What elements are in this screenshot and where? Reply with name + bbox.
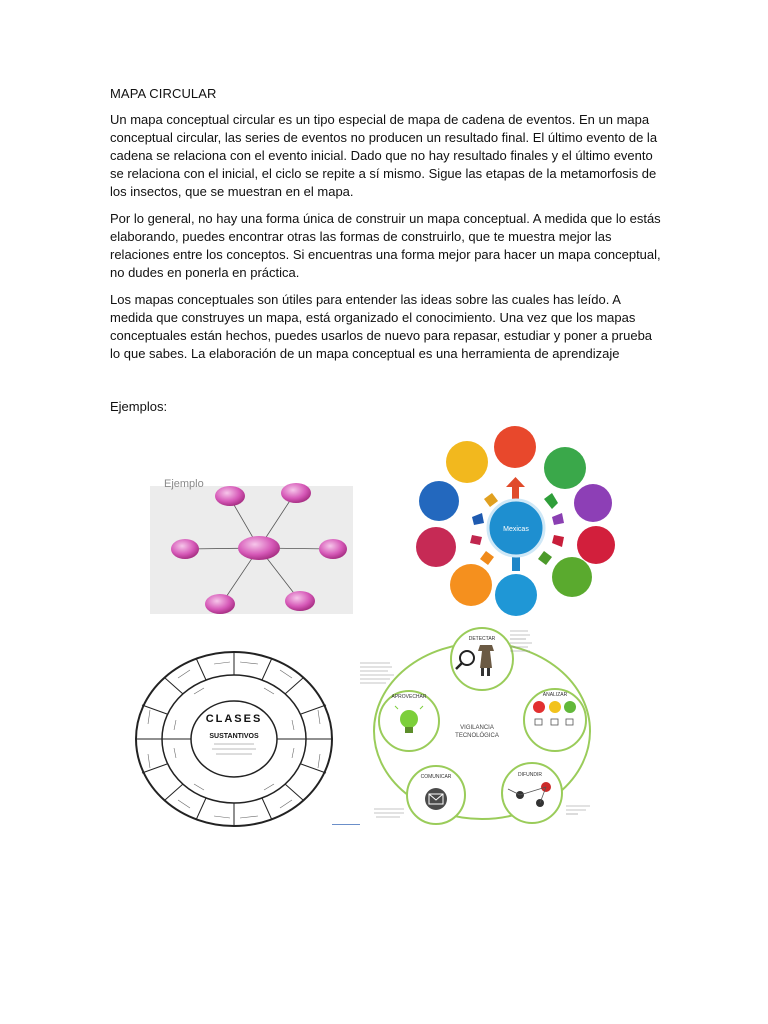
node <box>495 574 537 616</box>
node-label: DETECTAR <box>468 636 496 642</box>
node <box>319 539 347 559</box>
paragraph-1: Un mapa conceptual circular es un tipo especial de mapa de cadena de eventos. En un mapa conceptual circular, las series de eventos no producen un resultado final. El último evento de la cadena se relaciona con el evento inicial. Dado que no hay resultado finales y el último evento se relaciona con el inicial, el ciclo se repite a sí mismo. Sigue las etapas de la metamorfosis de los insectos, que se muestran en el mapa. <box>110 112 658 199</box>
document-title: MAPA CIRCULAR <box>110 86 217 101</box>
node-label: DIFUNDIR <box>518 772 542 778</box>
green-face-icon <box>564 701 576 713</box>
node <box>446 441 488 483</box>
node <box>544 447 586 489</box>
cycle-center-line1: VIGILANCIA <box>460 725 494 731</box>
node <box>419 481 459 521</box>
center-label: Mexicas <box>503 526 529 533</box>
checkbox-icon <box>535 719 542 725</box>
paragraph-2: Por lo general, no hay una forma única de construir un mapa conceptual. A medida que lo estás elaborando, puedes encontrar otras las formas de construirlo, que te muestra mejor las relaciones entre los conceptos. Si encuentras una forma mejor para hacer un mapa conceptual, no dudes en ponerla en práctica. <box>110 211 661 280</box>
checkbox-icon <box>566 719 573 725</box>
envelope-icon <box>425 788 447 810</box>
center-top-label: CLASES <box>205 713 263 725</box>
magnifier-icon <box>460 651 474 665</box>
node <box>205 594 235 614</box>
cycle-center-line2: TECNOLÓGICA <box>455 733 499 739</box>
node-label: APROVECHAR <box>391 694 427 700</box>
example-color-circle-map <box>412 425 620 617</box>
node <box>574 484 612 522</box>
node <box>416 527 456 567</box>
detective-legs <box>481 668 484 676</box>
example-wheel-diagram <box>134 650 334 828</box>
yellow-face-icon <box>549 701 561 713</box>
center-node <box>238 536 280 560</box>
node <box>215 486 245 506</box>
node <box>285 591 315 611</box>
figure-heading: Ejemplo <box>164 478 204 490</box>
center-main-label: SUSTANTIVOS <box>209 733 259 740</box>
red-face-icon <box>533 701 545 713</box>
examples-label: Ejemplos: <box>110 399 168 414</box>
node <box>552 557 592 597</box>
lightbulb-base <box>405 727 413 733</box>
checkbox-icon <box>551 719 558 725</box>
node <box>450 564 492 606</box>
node-label: ANALIZAR <box>542 692 568 698</box>
underline-mark <box>332 824 360 825</box>
node <box>171 539 199 559</box>
node <box>577 526 615 564</box>
lightbulb-icon <box>400 710 418 728</box>
paragraph-3: Los mapas conceptuales son útiles para entender las ideas sobre las cuales has leído. A medida que construyes un mapa, está organizado el conocimiento. Una vez que los mapas conceptuales están hechos, puedes usarlos de nuevo para repasar, estudiar y poner a prueba lo que sabes. La elaboración de un mapa conceptual es una herramienta de aprendizaje <box>110 292 653 361</box>
node <box>281 483 311 503</box>
example-cycle-diagram <box>360 623 600 827</box>
detective-legs <box>487 668 490 676</box>
node-label: COMUNICAR <box>420 774 452 780</box>
example-spider-map <box>150 476 353 614</box>
node <box>494 426 536 468</box>
